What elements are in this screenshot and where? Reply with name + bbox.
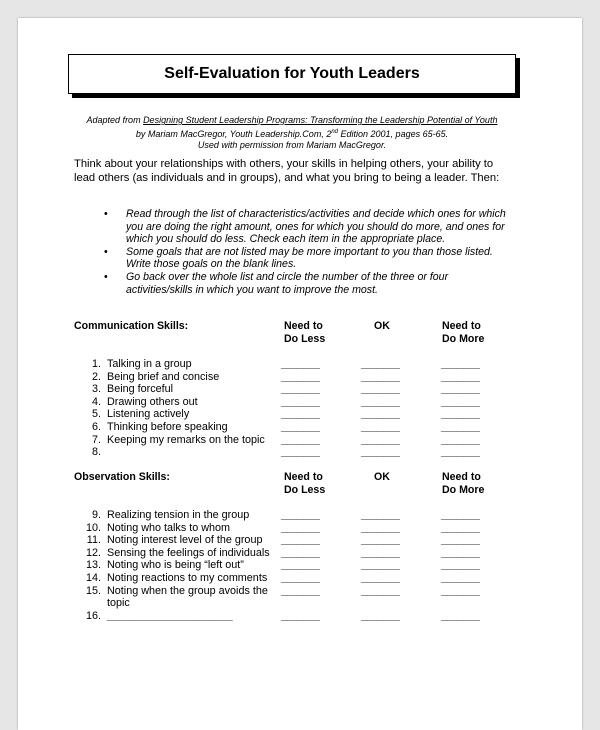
ok-blank[interactable]: _______ bbox=[361, 433, 400, 446]
need-less-blank[interactable]: _______ bbox=[281, 584, 320, 597]
communication-items bbox=[74, 358, 514, 459]
document-title-text: Self-Evaluation for Youth Leaders bbox=[164, 65, 420, 82]
need-less-blank[interactable]: _______ bbox=[281, 559, 320, 572]
need-more-blank[interactable]: _______ bbox=[441, 559, 480, 572]
attribution-source-line bbox=[68, 115, 516, 127]
need-more-blank[interactable]: _______ bbox=[441, 420, 480, 433]
need-more-blank[interactable]: _______ bbox=[441, 609, 480, 622]
need-more-blank[interactable]: _______ bbox=[441, 446, 480, 459]
list-item: 15. Noting when the group avoids the topic _______ _______ _______ bbox=[85, 584, 480, 610]
need-less-blank[interactable]: _______ bbox=[281, 509, 320, 521]
ok-blank[interactable]: _______ bbox=[361, 521, 400, 534]
need-more-blank[interactable]: _______ bbox=[441, 433, 480, 446]
observation-label: Observation Skills: bbox=[74, 471, 170, 483]
document-title bbox=[68, 54, 516, 94]
ok-blank[interactable]: _______ bbox=[361, 408, 400, 421]
attribution-prefix: Adapted from bbox=[86, 115, 144, 125]
ok-blank[interactable]: _______ bbox=[361, 546, 400, 559]
list-item: 12. Sensing the feelings of individuals _______ _______ _______ bbox=[85, 546, 480, 559]
attribution-byline bbox=[68, 127, 516, 141]
need-more-blank[interactable]: _______ bbox=[441, 546, 480, 559]
instruction-item: • Read through the list of characteristics/activities and decide which ones for which you are doing the right amount, ones for which you should do more, and ones for which you should do less. Check each item in the appropriate place. bbox=[74, 208, 514, 246]
col-need-more: Need to Do More bbox=[442, 471, 485, 496]
col-need-less: Need to Do Less bbox=[284, 320, 326, 345]
ok-blank[interactable]: _______ bbox=[361, 584, 400, 597]
list-item: 10. Noting who talks to whom _______ _______ _______ bbox=[85, 521, 480, 534]
intro-paragraph: Think about your relationships with others, your skills in helping others, your ability to lead others (as individuals and in groups), and what you bring to being a leader. Then: bbox=[74, 158, 500, 184]
list-item: 1. Talking in a group _______ _______ _______ bbox=[91, 358, 480, 370]
need-less-blank[interactable]: _______ bbox=[281, 609, 320, 622]
list-item: 11. Noting interest level of the group _______ _______ _______ bbox=[86, 534, 480, 547]
ok-blank[interactable]: _______ bbox=[361, 370, 400, 383]
need-more-blank[interactable]: _______ bbox=[441, 383, 480, 396]
list-item: 14. Noting reactions to my comments _______ _______ _______ bbox=[85, 571, 480, 584]
ok-blank[interactable]: _______ bbox=[361, 571, 400, 584]
col-need-less: Need to Do Less bbox=[284, 471, 326, 496]
ok-blank[interactable]: _______ bbox=[361, 534, 400, 547]
custom-goal-line[interactable]: ______________________ bbox=[107, 609, 233, 622]
attribution-source-title: Designing Student Leadership Programs: Transforming the Leadership Potential of Youth bbox=[143, 115, 498, 125]
attribution-byline-end: Edition 2001, pages 65-65. bbox=[338, 128, 449, 139]
need-less-blank[interactable]: _______ bbox=[281, 395, 320, 408]
ok-blank[interactable]: _______ bbox=[361, 420, 400, 433]
need-less-blank[interactable]: _______ bbox=[281, 521, 320, 534]
ok-blank[interactable]: _______ bbox=[361, 446, 400, 459]
need-more-blank[interactable]: _______ bbox=[441, 358, 480, 370]
instruction-item: • Go back over the whole list and circle the number of the three or four activities/skills in which you want to improve the most. bbox=[74, 271, 514, 296]
need-more-blank[interactable]: _______ bbox=[441, 370, 480, 383]
list-item: 8. _______ _______ _______ bbox=[91, 446, 480, 459]
need-more-blank[interactable]: _______ bbox=[441, 534, 480, 547]
need-more-blank[interactable]: _______ bbox=[441, 408, 480, 421]
col-ok: OK bbox=[374, 471, 390, 483]
col-ok: OK bbox=[374, 320, 390, 332]
attribution-permission: Used with permission from Mariam MacGregor. bbox=[197, 140, 387, 150]
attribution-byline-start: by Mariam MacGregor, Youth Leadership.Com, 2 bbox=[135, 128, 332, 139]
attribution bbox=[68, 115, 516, 152]
ok-blank[interactable]: _______ bbox=[361, 358, 400, 370]
need-less-blank[interactable]: _______ bbox=[281, 370, 320, 383]
need-less-blank[interactable]: _______ bbox=[281, 571, 320, 584]
need-less-blank[interactable]: _______ bbox=[281, 446, 320, 459]
need-more-blank[interactable]: _______ bbox=[441, 571, 480, 584]
ok-blank[interactable]: _______ bbox=[361, 509, 400, 521]
instruction-list bbox=[74, 208, 514, 296]
need-less-blank[interactable]: _______ bbox=[281, 358, 320, 370]
ok-blank[interactable]: _______ bbox=[361, 609, 400, 622]
list-item: 5. Listening actively _______ _______ _______ bbox=[91, 408, 480, 421]
need-more-blank[interactable]: _______ bbox=[441, 521, 480, 534]
col-need-more: Need to Do More bbox=[442, 320, 485, 345]
need-less-blank[interactable]: _______ bbox=[281, 546, 320, 559]
ok-blank[interactable]: _______ bbox=[361, 395, 400, 408]
list-item: 16. ______________________ _______ _______ _______ bbox=[85, 609, 480, 622]
list-item: 2. Being brief and concise _______ _______ _______ bbox=[91, 370, 480, 383]
list-item: 3. Being forceful _______ _______ _______ bbox=[91, 383, 480, 396]
instruction-item: • Some goals that are not listed may be more important to you than those listed. Write those goals on the blank lines. bbox=[74, 246, 514, 271]
list-item: 6. Thinking before speaking _______ _______ _______ bbox=[91, 420, 480, 433]
observation-items bbox=[74, 509, 514, 622]
attribution-edition-sup: nd bbox=[331, 128, 339, 135]
need-less-blank[interactable]: _______ bbox=[281, 420, 320, 433]
need-less-blank[interactable]: _______ bbox=[281, 534, 320, 547]
ok-blank[interactable]: _______ bbox=[361, 559, 400, 572]
communication-label: Communication Skills: bbox=[74, 320, 189, 332]
list-item: 13. Noting who is being “left out” _______ _______ _______ bbox=[85, 559, 480, 572]
list-item: 4. Drawing others out _______ _______ _______ bbox=[91, 395, 480, 408]
need-less-blank[interactable]: _______ bbox=[281, 383, 320, 396]
list-item: 7. Keeping my remarks on the topic _______ _______ _______ bbox=[91, 433, 480, 446]
need-more-blank[interactable]: _______ bbox=[441, 395, 480, 408]
need-more-blank[interactable]: _______ bbox=[441, 584, 480, 597]
need-less-blank[interactable]: _______ bbox=[281, 408, 320, 421]
need-more-blank[interactable]: _______ bbox=[441, 509, 480, 521]
ok-blank[interactable]: _______ bbox=[361, 383, 400, 396]
list-item: 9. Realizing tension in the group _______ _______ _______ bbox=[91, 509, 480, 521]
need-less-blank[interactable]: _______ bbox=[281, 433, 320, 446]
